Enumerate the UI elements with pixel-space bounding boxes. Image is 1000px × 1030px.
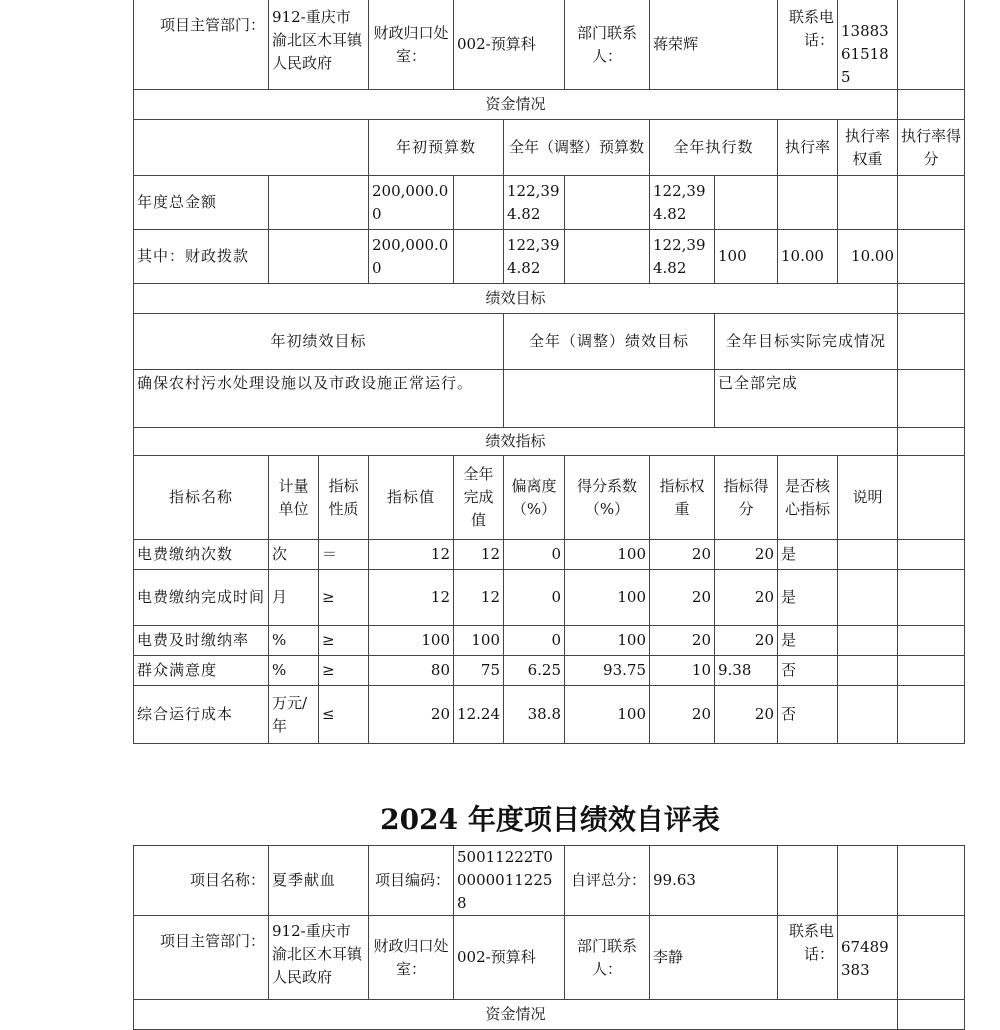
empty-cell [269, 176, 369, 230]
performance-table-2 [133, 845, 965, 1030]
indicator-score: 20 [715, 540, 778, 570]
indicator-nature: ≥ [319, 570, 369, 626]
indicator-name-header: 指标名称 [134, 456, 269, 540]
indicator-row [134, 540, 965, 570]
dept-contact-value: 李静 [650, 916, 778, 1000]
indicator-name: 电费缴纳次数 [134, 540, 269, 570]
indicator-score: 9.38 [715, 656, 778, 686]
indicator-weight: 20 [650, 540, 715, 570]
indicator-completed: 12.24 [454, 686, 504, 744]
finance-office-value: 002-预算科 [454, 0, 565, 90]
indicator-score-header: 指标得分 [715, 456, 778, 540]
indicator-nature: ≥ [319, 626, 369, 656]
project-name-label: 项目名称： [134, 846, 269, 916]
indicator-deviation: 38.8 [504, 686, 565, 744]
form-title: 2024 年度项目绩效自评表 [380, 803, 720, 836]
initial-goal-value: 确保农村污水处理设施以及市政设施正常运行。 [134, 370, 504, 428]
project-code-label: 项目编码： [369, 846, 454, 916]
dept-contact-value: 蒋荣辉 [650, 0, 778, 90]
indicator-weight: 20 [650, 686, 715, 744]
indicator-section-header: 绩效指标 [134, 428, 898, 456]
project-supervisor-label: 项目主管部门： [134, 0, 269, 90]
empty-cell [838, 846, 898, 916]
project-supervisor-value: 912-重庆市渝北区木耳镇人民政府 [269, 916, 369, 1000]
finance-office-value: 002-预算科 [454, 916, 565, 1000]
rate-weight-value [778, 176, 838, 230]
indicator-note [838, 626, 898, 656]
indicator-row [134, 626, 965, 656]
empty-cell [269, 230, 369, 284]
indicator-deviation: 0 [504, 570, 565, 626]
dept-contact-label: 部门联系人： [565, 0, 650, 90]
performance-table-1 [133, 0, 965, 744]
empty-cell [898, 176, 965, 230]
execution-rate-value [715, 176, 778, 230]
self-score-label: 自评总分： [565, 846, 650, 916]
project-supervisor-label: 项目主管部门： [134, 916, 269, 1000]
rate-weight-value: 10.00 [778, 230, 838, 284]
funding-row-label: 年度总金额 [134, 176, 269, 230]
empty-cell [898, 916, 965, 1000]
indicator-unit: % [269, 656, 319, 686]
empty-cell [454, 230, 504, 284]
actual-goal-header: 全年目标实际完成情况 [715, 314, 898, 370]
rate-score-value [838, 176, 898, 230]
indicator-coef: 100 [565, 686, 650, 744]
indicator-core: 否 [778, 656, 838, 686]
funding-row [134, 230, 965, 284]
indicator-core: 是 [778, 626, 838, 656]
indicator-name: 综合运行成本 [134, 686, 269, 744]
indicator-weight-header: 指标权重 [650, 456, 715, 540]
empty-cell [898, 626, 965, 656]
indicator-row [134, 686, 965, 744]
core-indicator-header: 是否核心指标 [778, 456, 838, 540]
rate-score-header: 执行率得分 [898, 120, 965, 176]
project-code-value: 50011222T000000112258 [454, 846, 565, 916]
indicator-core: 是 [778, 540, 838, 570]
empty-cell [898, 540, 965, 570]
indicator-unit: 万元/年 [269, 686, 319, 744]
nature-header: 指标性质 [319, 456, 369, 540]
indicator-target: 80 [369, 656, 454, 686]
indicator-coef: 100 [565, 626, 650, 656]
adjusted-budget-value: 122,394.82 [504, 230, 565, 284]
empty-cell [898, 230, 965, 284]
indicator-coef: 100 [565, 540, 650, 570]
indicator-completed: 100 [454, 626, 504, 656]
indicator-nature: ≥ [319, 656, 369, 686]
indicator-row [134, 570, 965, 626]
indicator-note [838, 686, 898, 744]
empty-cell [454, 176, 504, 230]
indicator-core: 否 [778, 686, 838, 744]
phone-label: 联系电话： [778, 916, 838, 1000]
indicator-score: 20 [715, 686, 778, 744]
indicator-coef: 93.75 [565, 656, 650, 686]
empty-cell [565, 230, 650, 284]
indicator-unit: 月 [269, 570, 319, 626]
funding-row-label: 其中：财政拨款 [134, 230, 269, 284]
indicator-nature: ≤ [319, 686, 369, 744]
score-coef-header: 得分系数（%） [565, 456, 650, 540]
indicator-weight: 10 [650, 656, 715, 686]
indicator-score: 20 [715, 570, 778, 626]
annual-execution-header: 全年执行数 [650, 120, 778, 176]
execution-rate-header: 执行率 [778, 120, 838, 176]
funding-section-header: 资金情况 [134, 1000, 898, 1030]
empty-cell [898, 570, 965, 626]
indicator-unit: % [269, 626, 319, 656]
self-score-value: 99.63 [650, 846, 778, 916]
indicator-target: 100 [369, 626, 454, 656]
goal-section-header: 绩效目标 [134, 284, 898, 314]
indicator-completed: 12 [454, 540, 504, 570]
indicator-coef: 100 [565, 570, 650, 626]
initial-budget-header: 年初预算数 [369, 120, 504, 176]
indicator-target: 12 [369, 540, 454, 570]
indicator-completed: 12 [454, 570, 504, 626]
empty-cell [898, 284, 965, 314]
indicator-completed: 75 [454, 656, 504, 686]
empty-cell [898, 428, 965, 456]
rate-score-value: 10.00 [838, 230, 898, 284]
funding-row [134, 176, 965, 230]
indicator-name: 群众满意度 [134, 656, 269, 686]
indicator-weight: 20 [650, 626, 715, 656]
unit-header: 计量单位 [269, 456, 319, 540]
finance-office-label: 财政归口处室： [369, 0, 454, 90]
project-name-value: 夏季献血 [269, 846, 369, 916]
empty-cell [898, 846, 965, 916]
deviation-header: 偏离度（%） [504, 456, 565, 540]
indicator-target: 20 [369, 686, 454, 744]
completed-value-header: 全年完成值 [454, 456, 504, 540]
indicator-name: 电费及时缴纳率 [134, 626, 269, 656]
empty-cell [898, 314, 965, 370]
empty-cell [898, 1000, 965, 1030]
phone-value: 13883615185 [838, 0, 898, 90]
empty-cell [134, 120, 369, 176]
indicator-deviation: 6.25 [504, 656, 565, 686]
indicator-deviation: 0 [504, 626, 565, 656]
adjusted-budget-header: 全年（调整）预算数 [504, 120, 650, 176]
indicator-nature: ＝ [319, 540, 369, 570]
empty-cell [898, 90, 965, 120]
phone-value: 67489383 [838, 916, 898, 1000]
indicator-score: 20 [715, 626, 778, 656]
adjusted-goal-value [504, 370, 715, 428]
adjusted-goal-header: 全年（调整）绩效目标 [504, 314, 715, 370]
annual-execution-value: 122,394.82 [650, 230, 715, 284]
indicator-name: 电费缴纳完成时间 [134, 570, 269, 626]
indicator-note [838, 656, 898, 686]
annual-execution-value: 122,394.82 [650, 176, 715, 230]
empty-cell [898, 456, 965, 540]
phone-label: 联系电话： [778, 0, 838, 90]
dept-contact-label: 部门联系人： [565, 916, 650, 1000]
empty-cell [898, 0, 965, 90]
empty-cell [898, 686, 965, 744]
rate-weight-header: 执行率权重 [838, 120, 898, 176]
indicator-deviation: 0 [504, 540, 565, 570]
initial-budget-value: 200,000.00 [369, 230, 454, 284]
indicator-target: 12 [369, 570, 454, 626]
indicator-note [838, 540, 898, 570]
indicator-row [134, 656, 965, 686]
indicator-note [838, 570, 898, 626]
indicator-core: 是 [778, 570, 838, 626]
execution-rate-value: 100 [715, 230, 778, 284]
project-supervisor-value: 912-重庆市渝北区木耳镇人民政府 [269, 0, 369, 90]
adjusted-budget-value: 122,394.82 [504, 176, 565, 230]
empty-cell [898, 656, 965, 686]
target-value-header: 指标值 [369, 456, 454, 540]
empty-cell [898, 370, 965, 428]
initial-budget-value: 200,000.00 [369, 176, 454, 230]
indicator-weight: 20 [650, 570, 715, 626]
actual-goal-value: 已全部完成 [715, 370, 898, 428]
initial-goal-header: 年初绩效目标 [134, 314, 504, 370]
indicator-unit: 次 [269, 540, 319, 570]
note-header: 说明 [838, 456, 898, 540]
empty-cell [565, 176, 650, 230]
funding-section-header: 资金情况 [134, 90, 898, 120]
empty-cell [778, 846, 838, 916]
finance-office-label: 财政归口处室： [369, 916, 454, 1000]
